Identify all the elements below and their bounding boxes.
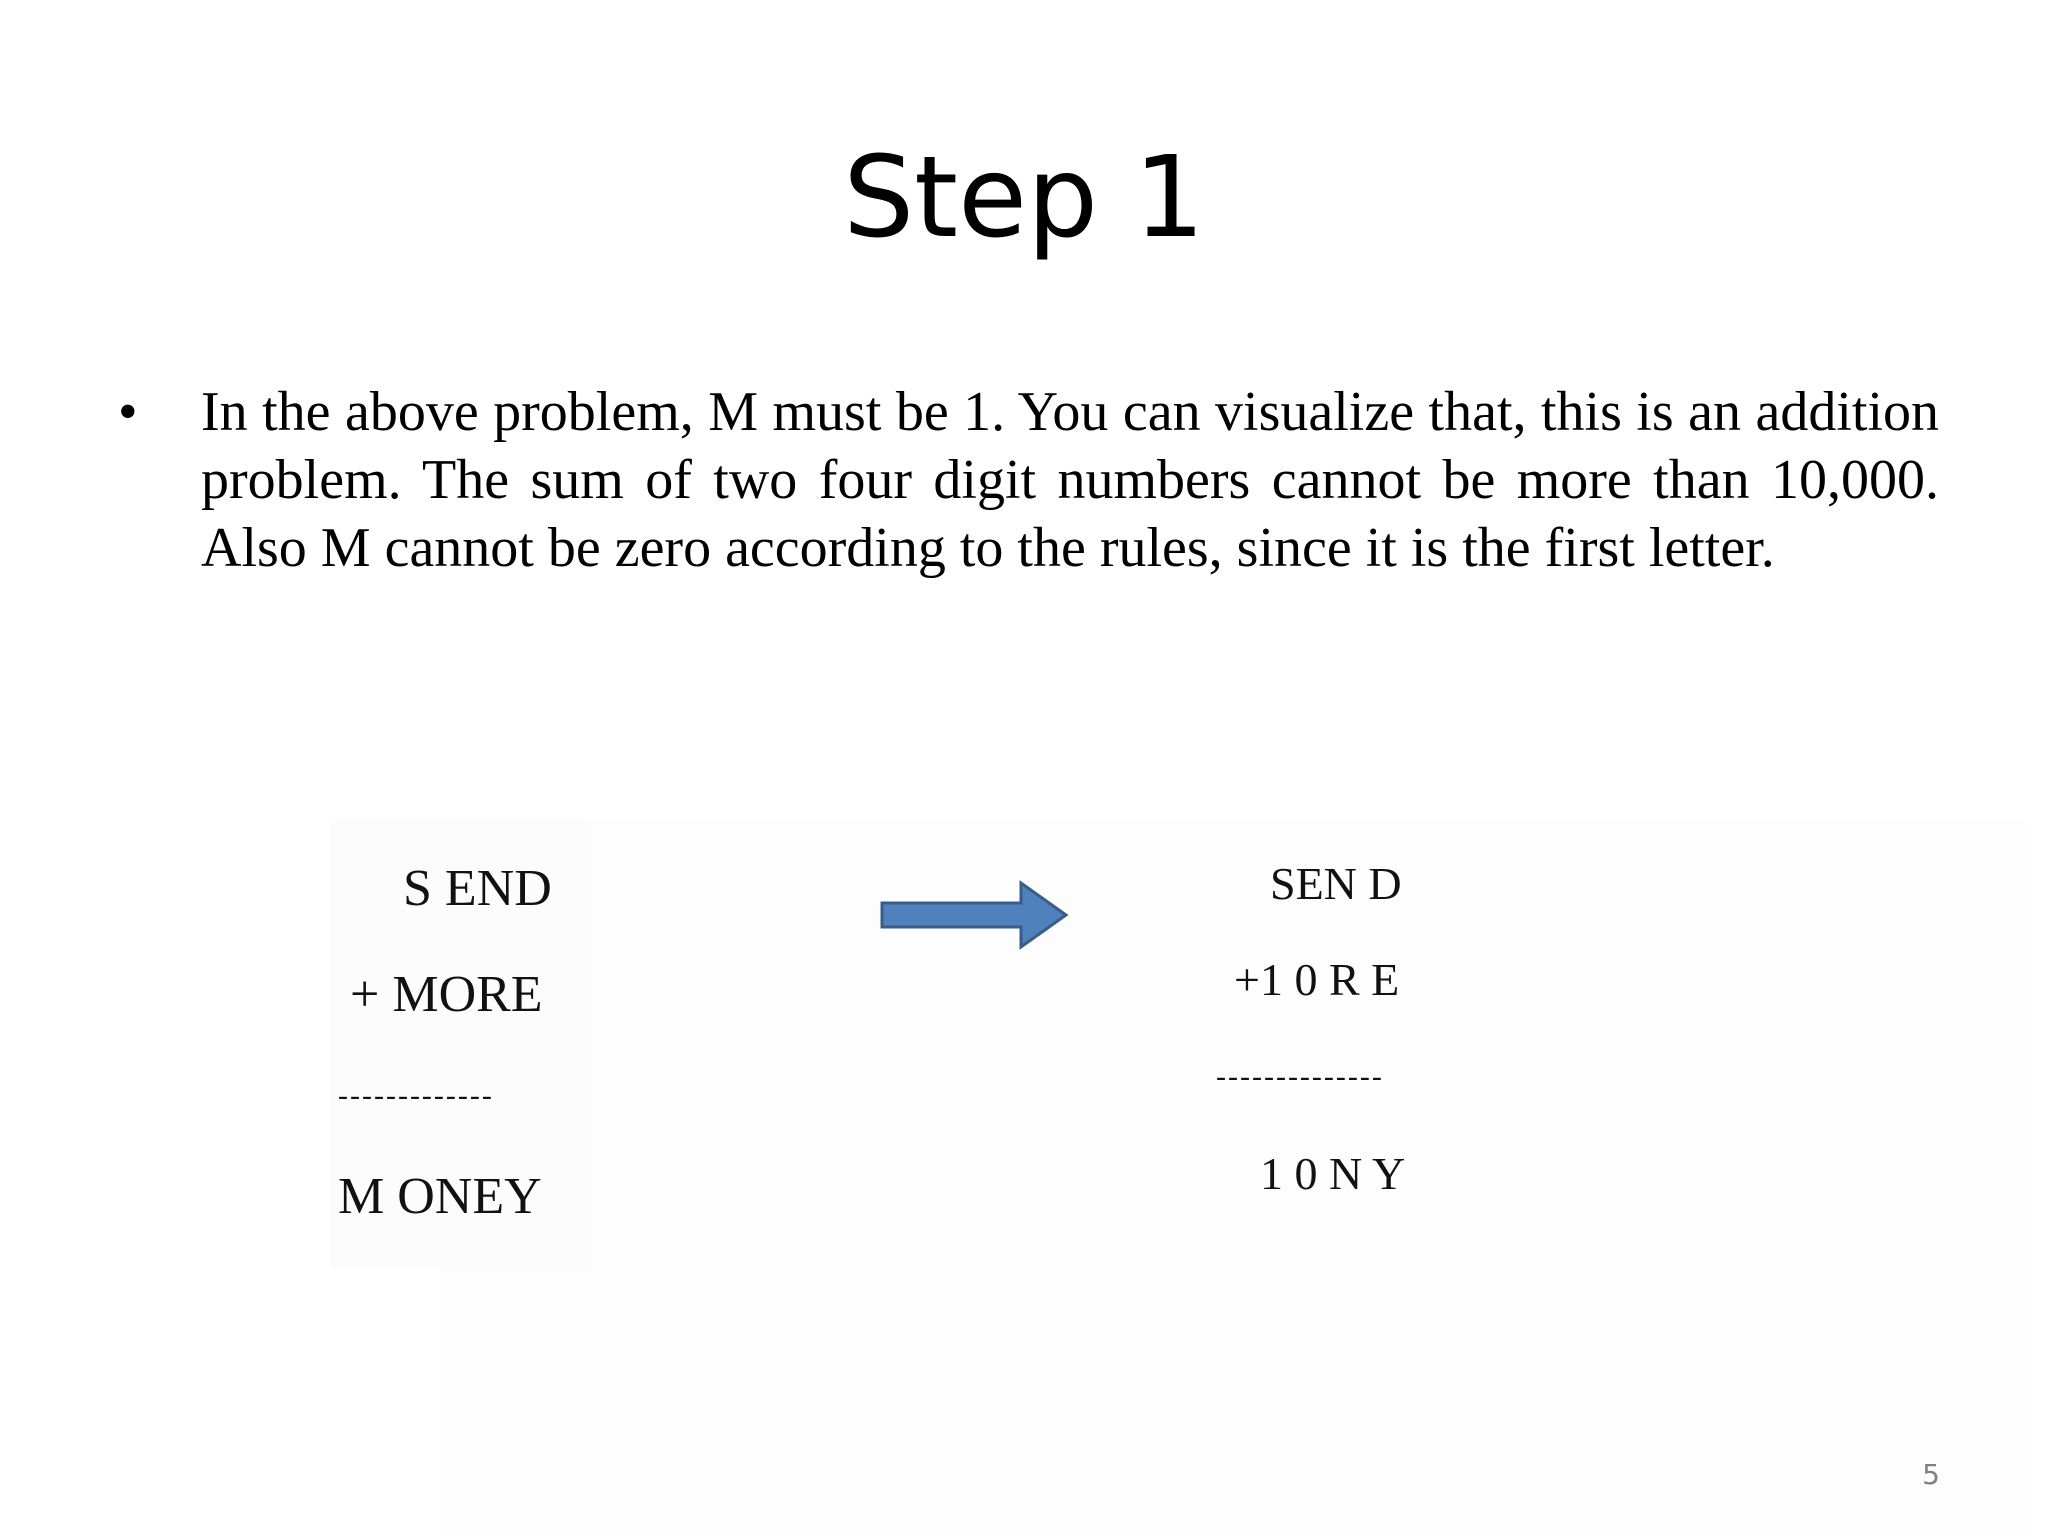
right-sum-divider: -------------- — [1216, 1060, 1384, 1093]
left-sum-row-send: S END — [403, 860, 552, 917]
right-sum-row-10ny: 1 0 N Y — [1260, 1148, 1406, 1199]
left-addition-figure — [330, 818, 590, 1268]
page-number: 5 — [1922, 1458, 1940, 1491]
right-sum-row-10re: +1 0 R E — [1234, 954, 1400, 1005]
bullet-text: In the above problem, M must be 1. You can visualize that, this is an addition problem. The sum of two four digit numbers cannot be more than 10,000. Also M cannot be zero according to the rules, since it is the first letter. — [201, 381, 1939, 579]
bullet-marker: • — [118, 381, 138, 443]
left-sum-row-money: M ONEY — [338, 1168, 542, 1225]
arrow-shape — [882, 883, 1066, 947]
slide-title: Step 1 — [843, 133, 1205, 263]
right-sum-row-send: SEN D — [1270, 858, 1402, 909]
left-sum-row-more: + MORE — [350, 966, 543, 1023]
left-sum-divider: ------------- — [338, 1079, 494, 1112]
right-addition-figure — [1208, 818, 1468, 1240]
right-arrow-icon — [880, 880, 1070, 950]
